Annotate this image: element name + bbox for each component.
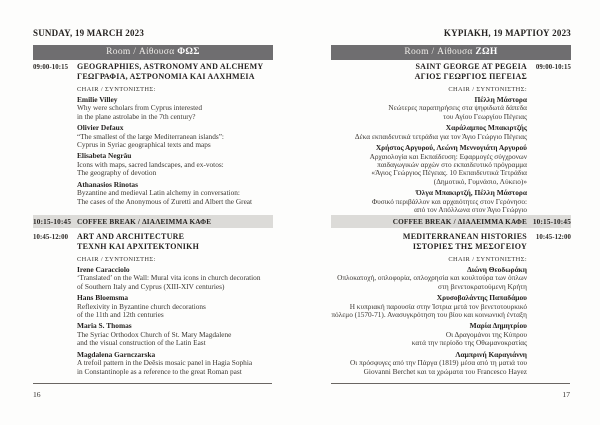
- talks-list: [331, 96, 527, 215]
- talk-title-line: Why were scholars from Cyprus interested: [77, 103, 203, 113]
- talk-title-line: Οπλοκατοχή, οπλοφορία, οπλοχρησία και κουλτούρα των όπλων: [337, 273, 527, 283]
- session-right-1: [331, 62, 571, 214]
- coffee-break-bar-left: [33, 215, 273, 228]
- session-time: 10:45-12:00: [33, 233, 69, 241]
- talk-title-line: στη βενετοκρατούμενη Κρήτη: [438, 281, 527, 291]
- coffee-label: COFFEE BREAK / ΔΙΑΛΕΙΜΜΑ ΚΑΦΕ: [77, 217, 212, 226]
- speaker-name: Μαρία Δημητρίου: [469, 321, 527, 331]
- session-title-el: ΑΓΙΟΣ ΓΕΩΡΓΙΟΣ ΠΕΓΕΙΑΣ: [414, 72, 527, 81]
- talk-item: [77, 152, 273, 177]
- chair-label: CHAIR / ΣΥΝΤΟΝΙΣΤΗΣ:: [77, 255, 156, 263]
- talk-title-line: Νεώτερες παρατηρήσεις στα ψηφιδωτά δάπεδα: [388, 103, 527, 113]
- coffee-time: 10:15-10:45: [33, 217, 72, 226]
- speaker-name: Magdalena Garnczarska: [77, 349, 156, 359]
- talk-item: [77, 181, 273, 206]
- session-content: [331, 62, 527, 214]
- speaker-name: Emilie Villey: [77, 94, 118, 104]
- talk-title-line: in Constantinople as a reference to the great Roman past: [77, 366, 242, 376]
- session-content: [77, 62, 273, 206]
- session-title-el: ΙΣΤΟΡΙΕΣ ΤΗΣ ΜΕΣΟΓΕΙΟΥ: [412, 242, 527, 251]
- talk-item: [331, 124, 527, 141]
- session-title-en: ART AND ARCHITECTURE: [77, 232, 185, 241]
- chair-label: CHAIR / ΣΥΝΤΟΝΙΣΤΗΣ:: [448, 85, 527, 93]
- talk-title-line: of Southern Italy and Cyprus (XIII-XIV centuries): [77, 281, 225, 291]
- date-heading-left: SUNDAY, 19 MARCH 2023: [33, 28, 145, 38]
- talks-list: [77, 96, 273, 207]
- chair-label: CHAIR / ΣΥΝΤΟΝΙΣΤΗΣ:: [77, 85, 156, 93]
- speaker-name: Hans Bloemsma: [77, 292, 129, 302]
- coffee-break-bar-right: [331, 215, 571, 228]
- session-content: [77, 232, 273, 376]
- session-title-el: ΤΕΧΝΗ ΚΑΙ ΑΡΧΙΤΕΚΤΟΝΙΚΗ: [77, 242, 200, 251]
- speaker-name: Χαράλαμπος Μπακιρτζής: [445, 122, 527, 132]
- room-label: Room / Αίθουσα: [106, 47, 175, 57]
- speaker-name: Πέλλη Μάστορα: [474, 94, 527, 104]
- room-label: Room / Αίθουσα: [404, 47, 473, 57]
- coffee-label: COFFEE BREAK / ΔΙΑΛΕΙΜΜΑ ΚΑΦΕ: [392, 217, 527, 226]
- talk-title-line: in the plane astrolabe in the 7th century?: [77, 111, 196, 121]
- session-title-en: GEOGRAPHIES, ASTRONOMY AND ALCHEMY: [77, 62, 264, 71]
- session-left-1: [33, 62, 273, 206]
- talk-title-line: Οι πρόσφυγες από την Πάργα (1819) μέσα από τη ματιά του: [350, 358, 527, 368]
- session-right-2: [331, 232, 571, 376]
- talk-title-line: “The smallest of the large Mediterranean islands”:: [77, 131, 224, 141]
- talk-title-line: Οι Δραγομάνοι της Κύπρου: [445, 330, 527, 340]
- talk-item: [77, 351, 273, 376]
- room-bar-left: [33, 45, 273, 60]
- talk-item: [77, 96, 273, 121]
- page-left: [33, 28, 273, 38]
- talk-title-line: of the 11th and 12th centuries: [77, 309, 164, 319]
- date-heading-right: ΚΥΡΙΑΚΗ, 19 ΜΑΡΤΙΟΥ 2023: [443, 28, 571, 38]
- session-time: 09:00-10:15: [33, 63, 69, 71]
- talk-title-line: Byzantine and medieval Latin alchemy in conversation:: [77, 188, 240, 198]
- session-title-en: MEDITERRANEAN HISTORIES: [402, 232, 527, 241]
- talk-title-line: The Syriac Orthodox Church of St. Mary Magdalene: [77, 330, 232, 340]
- talk-item: [331, 266, 527, 291]
- talk-title-line: Δέκα εκπαιδευτικά τετράδια για τον Άγιο Γεώργιο Πέγειας: [354, 131, 527, 141]
- talk-title-line: Φυσικό περιβάλλον και αρχαιότητες στον Γερόνησο:: [371, 196, 527, 206]
- session-title-en: SAINT GEORGE AT PEGEIA: [415, 62, 527, 71]
- footer-rule-left: [33, 383, 272, 384]
- talk-title-line: (Δημοτικό, Γυμνάσιο, Λύκειο)»: [433, 176, 527, 186]
- talks-list: [331, 266, 527, 377]
- session-title-el: ΓΕΩΓΡΑΦΙΑ, ΑΣΤΡΟΝΟΜΙΑ ΚΑΙ ΑΛΧΗΜΕΙΑ: [77, 72, 255, 81]
- talk-title-line: του Αγίου Γεωργίου Πέγειας: [443, 111, 527, 121]
- speaker-name: Athanasios Rinotas: [77, 179, 138, 189]
- talk-title-line: κατά την περίοδο της Οθωμανοκρατίας: [411, 338, 527, 348]
- footer-rule-right: [331, 383, 570, 384]
- talk-title-line: A trefoil pattern in the Deēsis mosaic panel in Hagia Sophia: [77, 358, 253, 368]
- page-number-right: 17: [562, 390, 570, 399]
- speaker-name: Όλγα Μπακιρτζή, Πέλλη Μάστορα: [416, 187, 527, 197]
- talk-item: [331, 189, 527, 214]
- talk-item: [331, 351, 527, 376]
- talk-title-line: Η κυπριακή παρουσία στην Ίστρια μετά τον βενετοτουρκικό: [349, 301, 527, 311]
- speaker-name: Maria S. Thomas: [77, 321, 132, 331]
- room-bar-right: [331, 45, 571, 60]
- speaker-name: Elisabeta Negrău: [77, 151, 132, 161]
- speaker-name: Χρυσοβαλάντης Παπαδάμου: [436, 292, 527, 302]
- talk-item: [77, 322, 273, 347]
- talk-title-line: «Άγιος Γεώργιος Πέγειας. 10 Εκπαιδευτικά Τετράδια: [371, 168, 527, 178]
- talk-title-line: ‘Translated’ on the Wall: Mural vita icons in church decoration: [77, 273, 261, 283]
- talk-item: [331, 144, 527, 186]
- session-time: 09:00-10:15: [535, 63, 571, 71]
- talk-title-line: Giovanni Berchet και τα χρώματα του Francesco Hayez: [363, 366, 527, 376]
- speaker-name: Διώνη Θεοδωράκη: [467, 264, 527, 274]
- talk-title-line: πόλεμο (1570-71). Ανασυγκρότηση του βίου και κοινωνική ένταξη: [331, 309, 527, 319]
- talk-title-line: Icons with maps, sacred landscapes, and ex-votos:: [77, 160, 224, 170]
- talk-title-line: από τον Απόλλωνα στον Άγιο Γεώργιο: [414, 205, 527, 215]
- talk-title-line: and the visual construction of the Latin East: [77, 338, 206, 348]
- talk-item: [331, 294, 527, 319]
- speaker-name: Olivier Defaux: [77, 122, 124, 132]
- room-name: ΖΩΗ: [475, 47, 498, 57]
- talk-title-line: Reflexivity in Byzantine church decorations: [77, 301, 206, 311]
- chair-label: CHAIR / ΣΥΝΤΟΝΙΣΤΗΣ:: [448, 255, 527, 263]
- coffee-time: 10:15-10:45: [532, 217, 571, 226]
- talk-item: [77, 124, 273, 149]
- room-name: ΦΩΣ: [177, 47, 200, 57]
- session-left-2: [33, 232, 273, 376]
- talk-item: [331, 322, 527, 347]
- talk-item: [331, 96, 527, 121]
- talk-item: [77, 266, 273, 291]
- speaker-name: Irene Caracciolo: [77, 264, 130, 274]
- talk-title-line: The geography of devotion: [77, 168, 157, 178]
- session-time: 10:45-12:00: [535, 233, 571, 241]
- talk-title-line: Αρχαιολογία και Εκπαίδευση: Εφαρμογές σύγχρονων: [369, 151, 527, 161]
- talk-title-line: παιδαγωγικών αρχών στο εκπαιδευτικό πρόγραμμα: [377, 160, 527, 170]
- speaker-name: Λαμπρινή Καραγιάννη: [455, 349, 527, 359]
- page-number-left: 16: [33, 390, 41, 399]
- talk-title-line: The cases of the Anonymous of Zuretti and Albert the Great: [77, 196, 253, 206]
- speaker-name: Χρήστος Αργυρού, Λεώνη Μεννογιάτη Αργυρού: [375, 142, 527, 152]
- talk-title-line: Cyprus in Syriac geographical texts and maps: [77, 139, 211, 149]
- session-content: [331, 232, 527, 376]
- page-right: [331, 28, 571, 38]
- talks-list: [77, 266, 273, 377]
- talk-item: [77, 294, 273, 319]
